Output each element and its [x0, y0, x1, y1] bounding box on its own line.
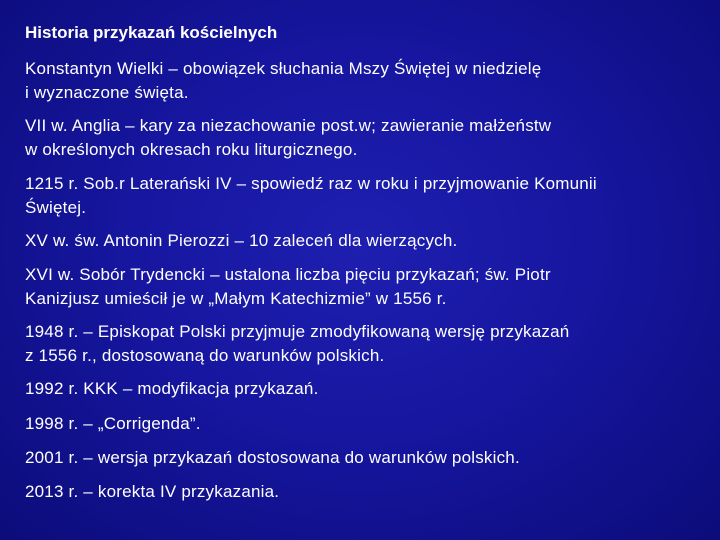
history-entry-1948 — [25, 320, 569, 368]
entry-line: 2013 r. – korekta IV przykazania. — [25, 482, 280, 501]
entry-line: XV w. św. Antonin Pierozzi – 10 zaleceń dla wierzących. — [25, 231, 458, 250]
entry-line: 1992 r. KKK – modyfikacja przykazań. — [25, 379, 319, 398]
history-entry-1215 — [25, 172, 597, 220]
history-entry-7th-century — [25, 114, 551, 162]
history-entry-1998 — [25, 412, 201, 436]
entry-line: VII w. Anglia – kary za niezachowanie post.w; zawieranie małżeństw — [25, 116, 552, 135]
entry-line: 1998 r. – „Corrigenda”. — [25, 414, 201, 433]
entry-line: XVI w. Sobór Trydencki – ustalona liczba pięciu przykazań; św. Piotr — [25, 265, 551, 284]
entry-line: 1215 r. Sob.r Laterański IV – spowiedź raz w roku i przyjmowanie Komunii — [25, 174, 597, 193]
entry-line: z 1556 r., dostosowaną do warunków polskich. — [25, 346, 385, 365]
entry-line: 1948 r. – Episkopat Polski przyjmuje zmodyfikowaną wersję przykazań — [25, 322, 570, 341]
history-entry-16th-century — [25, 263, 551, 311]
history-entry-1992 — [25, 377, 319, 401]
slide-title: Historia przykazań kościelnych — [25, 23, 278, 42]
history-entry-constantine — [25, 57, 541, 105]
entry-line: i wyznaczone święta. — [25, 83, 189, 102]
history-entry-15th-century — [25, 229, 457, 253]
history-entry-2001 — [25, 446, 520, 470]
entry-line: Świętej. — [25, 198, 87, 217]
history-entry-2013 — [25, 480, 279, 504]
entry-line: Konstantyn Wielki – obowiązek słuchania Mszy Świętej w niedzielę — [25, 59, 542, 78]
entry-line: Kanizjusz umieścił je w „Małym Katechizmie” w 1556 r. — [25, 289, 447, 308]
entry-line: 2001 r. – wersja przykazań dostosowana do warunków polskich. — [25, 448, 520, 467]
entry-line: w określonych okresach roku liturgicznego. — [25, 140, 358, 159]
